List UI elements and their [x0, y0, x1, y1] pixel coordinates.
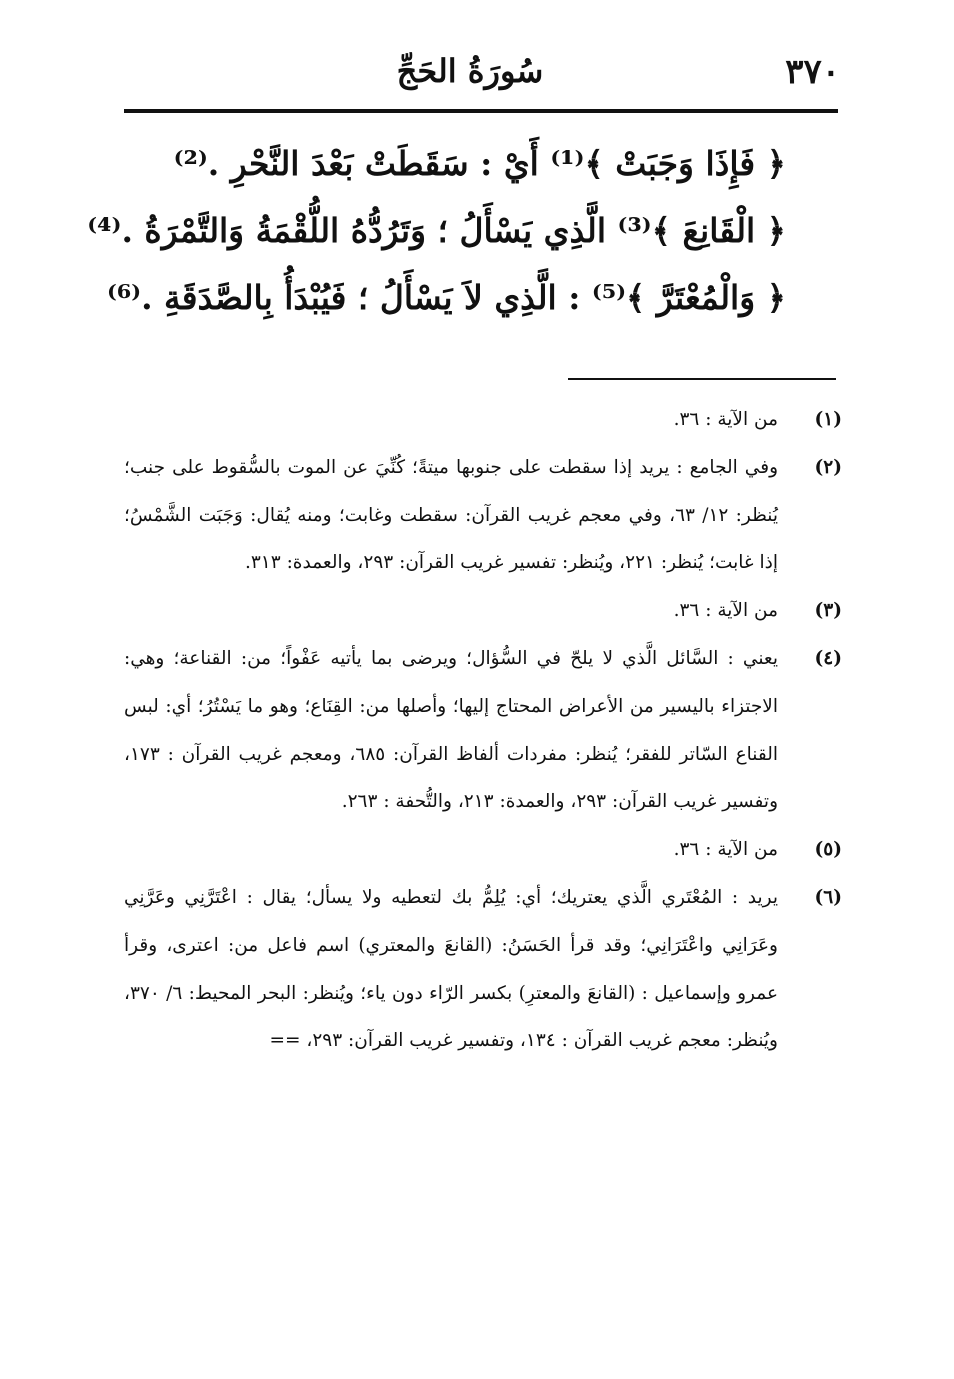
- footnote-text: من الآية : ٣٦.: [673, 409, 778, 430]
- footnote-text: من الآية : ٣٦.: [673, 839, 778, 861]
- footnote-number: (٥): [814, 839, 842, 861]
- footnote-4: [124, 635, 842, 826]
- footnotes: [124, 396, 842, 1065]
- footnote-number: (١): [814, 409, 842, 430]
- main-text: [87, 130, 786, 331]
- page-number: ٣٧٠: [785, 52, 840, 92]
- main-line-3: ﴿ وَالْمُعْتَرَّ ﴾⁽⁵⁾ : الَّذِي لاَ يَسْأَلُ ؛ فَيُبْدَأُ بِالصَّدَقَةِ .⁽⁶⁾: [106, 278, 786, 317]
- footnote-number: (٤): [814, 647, 842, 669]
- footnote-5: [124, 826, 842, 874]
- footnote-number: (٢): [814, 456, 842, 478]
- footnote-text: وفي الجامع : يريد إذا سقطت على جنوبها ميتةً؛ كُنِّيَ عن الموت بالسُّقوط على جنب؛ يُنظر: ١٢/ ٦٣، وفي معجم غريب القرآن: سقطت وغابت؛ ومنه يُقال: وَجَبَت الشَّمْسُ؛ إذا غابت؛ يُنظر: ٢٢١، ويُنظر: تفسير غريب القرآن: ٢٩٣، والعمدة: ٣١٣.: [124, 456, 778, 574]
- footnote-text: يريد : المُعْتَري الَّذي يعتريك؛ أي: يُلِمُّ بك لتعطيه ولا يسأل؛ يقال : اعْتَرَّنِي وعَرَّنِي وعَرَانِي واعْتَرَانِي؛ وقد قرأ الحَسَنُ: (القانعَ والمعتري) اسم فاعل من: اعترى، وقرأ عمرو وإسماعيل : (القانعَ والمعترِ) بكسر الرّاء دون ياء؛ ويُنظر: البحر المحيط: ٦/ ٣٧٠، ويُنظر: معجم غريب القرآن : ١٣٤، وتفسير غريب القرآن: ٢٩٣، ==: [124, 886, 778, 1052]
- footnote-1: [124, 396, 842, 444]
- footnote-number: (٦): [814, 886, 842, 908]
- footnote-3: [124, 587, 842, 635]
- footnote-text: يعني : السَّائل الَّذي لا يلحّ في السُّؤال؛ ويرضى بما يأتيه عَفْواً؛ من: القناعة؛ وهي: الاجتزاء باليسير من الأعراض المحتاج إليها؛ وأصلها من: القِنَاع؛ وهو ما يَسْتُرُ؛ أي: لبس القناع السّاتر للفقر؛ يُنظر: مفردات ألفاظ القرآن: ٦٨٥، ومعجم غريب القرآن : ١٧٣، وتفسير غريب القرآن: ٢٩٣، والعمدة: ٢١٣، والتُّحفة : ٢٦٣.: [124, 647, 778, 813]
- footnote-text: من الآية : ٣٦.: [673, 600, 778, 622]
- header-rule: [124, 109, 838, 113]
- running-title: سُورَةُ الحَجِّ: [396, 52, 544, 90]
- main-line-1: ﴿ فَإِذَا وَجَبَتْ ﴾⁽¹⁾ أَيْ : سَقَطَتْ بَعْدَ النَّحْرِ .⁽²⁾: [173, 144, 786, 183]
- footnote-separator: [568, 378, 836, 380]
- footnote-number: (٣): [814, 600, 842, 622]
- main-line-2: ﴿ الْقَانِعَ ﴾⁽³⁾ الَّذِي يَسْأَلُ ؛ وَتَرُدُّهُ اللُّقْمَةُ وَالتَّمْرَةُ .⁽⁴⁾: [87, 211, 786, 250]
- footnote-2: [124, 444, 842, 587]
- footnote-6: [124, 874, 842, 1065]
